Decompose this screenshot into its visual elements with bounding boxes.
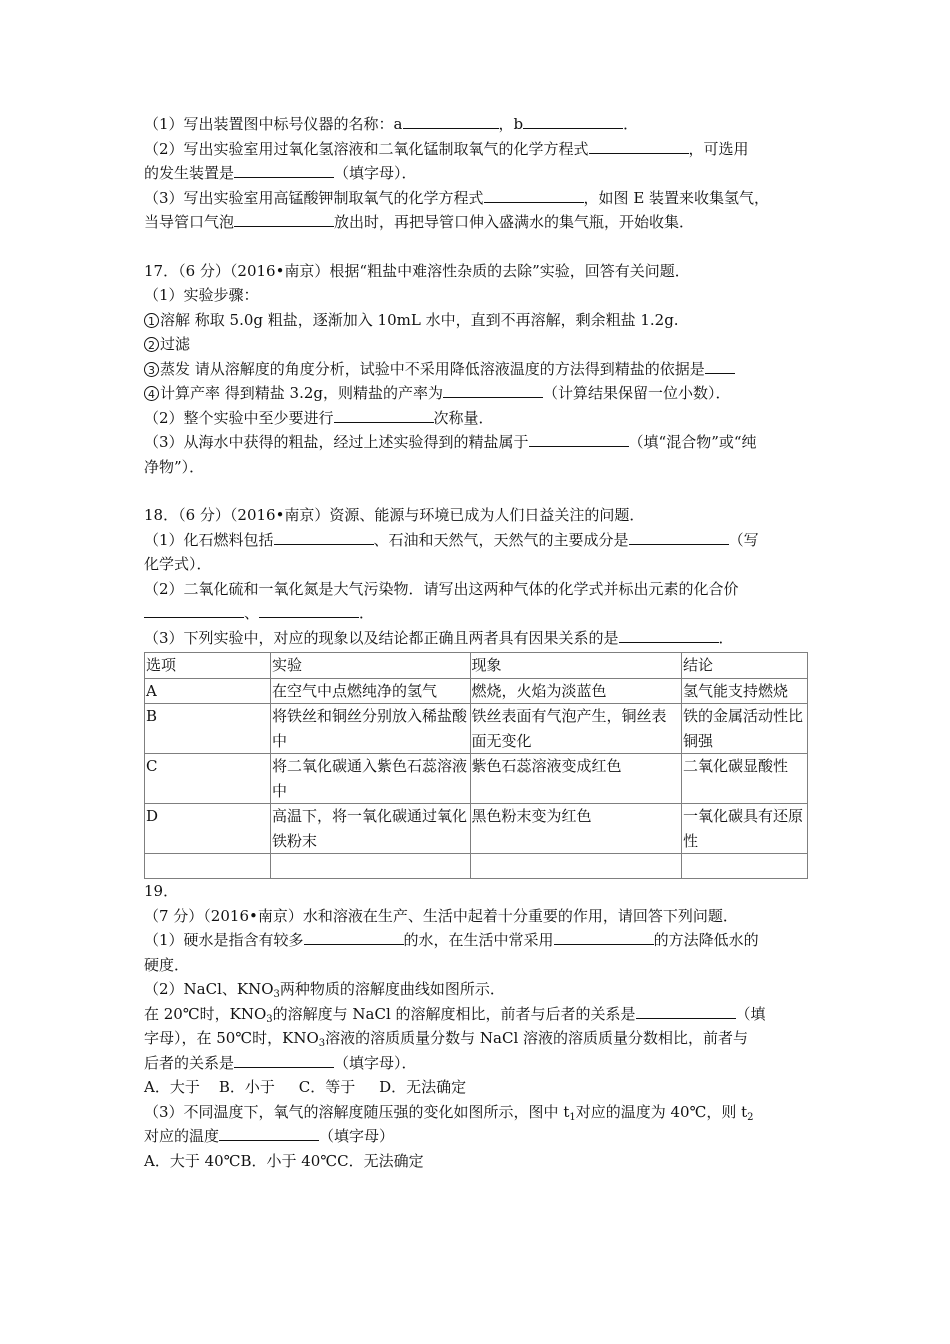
- answer-blank[interactable]: [523, 113, 623, 129]
- answer-blank[interactable]: [259, 602, 359, 618]
- text: 、: [244, 604, 260, 622]
- table-cell: [470, 854, 681, 879]
- q18-title: 18．（6 分）（2016•南京）资源、能源与环境已成为人们日益关注的问题．: [144, 506, 645, 524]
- text: 过滤: [160, 335, 191, 353]
- text: （3）从海水中获得的粗盐，经过上述实验得到的精盐属于: [144, 433, 529, 451]
- q17-title: 17．（6 分）（2016•南京）根据“粗盐中难溶性杂质的去除”实验，回答有关问题．: [144, 261, 690, 280]
- answer-blank[interactable]: [443, 382, 543, 398]
- text: ．: [623, 115, 639, 133]
- spacer: [144, 235, 808, 259]
- text: （填: [735, 1004, 766, 1023]
- text: 字母），在 50℃时，KNO: [144, 1029, 319, 1047]
- text: 计算产率 得到精盐 3.2g，则精盐的产率为: [160, 384, 443, 402]
- table-header-cell: 选项: [145, 653, 271, 679]
- q19-number: 19．: [144, 882, 179, 900]
- q18-part1-line2: 化学式）．: [144, 555, 212, 573]
- circled-number-icon: 4: [144, 386, 159, 401]
- text: （1）硬水是指含有较多: [144, 931, 304, 949]
- circled-number-icon: 3: [144, 362, 159, 377]
- table-row: [145, 704, 808, 754]
- table-header-row: [145, 653, 808, 679]
- q19-part1-line1: [144, 928, 808, 953]
- answer-blank[interactable]: [304, 929, 404, 945]
- subscript: 3: [273, 989, 280, 1000]
- q17-part1: （1）实验步骤：: [144, 286, 259, 304]
- q19-part2-line2: [144, 1002, 808, 1027]
- exam-page: [144, 112, 808, 1173]
- circled-number-icon: 2: [144, 337, 159, 352]
- q16-part2-line1: [144, 137, 808, 162]
- answer-blank[interactable]: [144, 602, 244, 618]
- q18-part3: [144, 626, 808, 651]
- q19-part1-line2: 硬度．: [144, 955, 190, 974]
- answer-blank[interactable]: [234, 1052, 334, 1068]
- text: （计算结果保留一位小数）．: [543, 384, 731, 402]
- text: （3）不同温度下，氧气的溶解度随压强的变化如图所示，图中 t: [144, 1102, 570, 1121]
- text: ，b: [498, 115, 524, 133]
- table-cell: 高温下，将一氧化碳通过氧化铁粉末: [271, 804, 471, 854]
- q17-step-2: [144, 332, 808, 357]
- table-row: [145, 754, 808, 804]
- q17-part3-line2: 净物”）．: [144, 457, 205, 476]
- subscript: 3: [318, 1038, 326, 1049]
- text: 次称量．: [433, 408, 494, 427]
- answer-blank[interactable]: [619, 627, 719, 643]
- q18-part1-line1: [144, 528, 808, 553]
- answer-blank[interactable]: [274, 529, 374, 545]
- answer-blank[interactable]: [629, 529, 729, 545]
- table-cell: A: [145, 678, 271, 704]
- text: 溶液的溶质质量分数与 NaCl 溶液的溶质质量分数相比，前者与: [325, 1029, 749, 1047]
- q17-step-1: [144, 308, 808, 333]
- q19-part2-options: A．大于 B．小于 C．等于 D．无法确定: [144, 1078, 467, 1096]
- q16-part2-line2: [144, 161, 808, 186]
- q17-step-3: [144, 357, 808, 382]
- text: （1）写出装置图中标号仪器的名称：a: [144, 115, 403, 133]
- table-cell: D: [145, 804, 271, 854]
- answer-blank[interactable]: [219, 1125, 319, 1141]
- q16-part3-line2: [144, 210, 808, 235]
- subscript: 1: [569, 1111, 576, 1123]
- answer-blank[interactable]: [705, 358, 735, 374]
- text: ．: [718, 628, 734, 647]
- answer-blank[interactable]: [636, 1003, 736, 1019]
- table-cell: 一氧化碳具有还原性: [681, 804, 807, 854]
- table-cell: 将铁丝和铜丝分别放入稀盐酸中: [271, 704, 471, 754]
- text: （3）下列实验中，对应的现象以及结论都正确且两者具有因果关系的是: [144, 628, 619, 647]
- text: （3）写出实验室用高锰酸钾制取氧气的化学方程式: [144, 188, 484, 207]
- answer-blank[interactable]: [529, 431, 629, 447]
- answer-blank[interactable]: [334, 407, 434, 423]
- table-cell: 在空气中点燃纯净的氢气: [271, 678, 471, 704]
- table-cell: [271, 854, 471, 879]
- text: （写: [728, 530, 759, 549]
- table-cell: 将二氧化碳通入紫色石蕊溶液中: [271, 754, 471, 804]
- q19-part2-line3: [144, 1026, 808, 1051]
- experiment-table: [144, 652, 808, 879]
- q19-part3-line1: [144, 1100, 808, 1125]
- table-header-cell: 结论: [681, 653, 807, 679]
- spacer: [144, 479, 808, 503]
- answer-blank[interactable]: [234, 211, 334, 227]
- q17-part2: [144, 406, 808, 431]
- text: 的水，在生活中常采用: [403, 931, 554, 949]
- text: 后者的关系是: [144, 1053, 235, 1072]
- table-header-cell: 现象: [470, 653, 681, 679]
- table-header-cell: 实验: [271, 653, 471, 679]
- table-cell: 二氧化碳显酸性: [681, 754, 807, 804]
- text: 溶解 称取 5.0g 粗盐，逐渐加入 10mL 水中，直到不再溶解，剩余粗盐 1.2g.: [160, 310, 679, 329]
- text: 两种物质的溶解度曲线如图所示．: [279, 980, 505, 998]
- table-row-empty: [145, 854, 808, 879]
- text: （填字母）: [319, 1127, 395, 1145]
- q18-part2-line1: （2）二氧化硫和一氧化氮是大气污染物．请写出这两种气体的化学式并标出元素的化合价: [144, 579, 739, 598]
- table-cell: 铁的金属活动性比铜强: [681, 704, 807, 754]
- text: 在 20℃时，KNO: [144, 1004, 267, 1023]
- table-cell: [145, 854, 271, 879]
- answer-blank[interactable]: [234, 162, 334, 178]
- text: （2）整个实验中至少要进行: [144, 408, 334, 427]
- table-row: [145, 678, 808, 704]
- text: 蒸发 请从溶解度的角度分析，试验中不采用降低溶液温度的方法得到精盐的依据是: [160, 359, 705, 378]
- table-cell: 铁丝表面有气泡产生，铜丝表面无变化: [470, 704, 681, 754]
- q17-part3-line1: [144, 430, 808, 455]
- table-cell: [681, 854, 807, 879]
- text: （填“混合物”或“纯: [628, 433, 757, 451]
- circled-number-icon: 1: [144, 313, 159, 328]
- q19-part2-line4: [144, 1051, 808, 1076]
- text: ，可选用: [688, 139, 749, 158]
- subscript: 3: [266, 1013, 273, 1025]
- text: 放出时，再把导管口伸入盛满水的集气瓶，开始收集．: [334, 213, 695, 231]
- text: （2）写出实验室用过氧化氢溶液和二氧化锰制取氧气的化学方程式: [144, 139, 589, 158]
- q16-part3-line1: [144, 186, 808, 211]
- text: ，如图 E 装置来收集氢气，: [583, 188, 770, 207]
- text: （填字母）．: [334, 164, 417, 182]
- q19-part3-options: A．大于 40℃B．小于 40℃C．无法确定: [144, 1151, 424, 1170]
- q16-part1: [144, 112, 808, 137]
- answer-blank[interactable]: [484, 187, 584, 203]
- q19-title: （7 分）（2016•南京）水和溶液在生产、生活中起着十分重要的作用，请回答下列问题．: [144, 906, 738, 925]
- table-row: [145, 804, 808, 854]
- text: 的方法降低水的: [653, 931, 759, 949]
- text: （填字母）．: [334, 1053, 417, 1072]
- table-cell: 氢气能支持燃烧: [681, 678, 807, 704]
- text: ．: [359, 604, 375, 622]
- q18-part2-line2: [144, 601, 808, 626]
- q19-part2-line1: [144, 977, 808, 1002]
- table-cell: 紫色石蕊溶液变成红色: [470, 754, 681, 804]
- text: 的发生装置是: [144, 164, 235, 182]
- subscript: 2: [747, 1111, 754, 1123]
- text: 对应的温度: [144, 1127, 220, 1145]
- text: 的溶解度与 NaCl 的溶解度相比，前者与后者的关系是: [272, 1004, 636, 1023]
- table-cell: B: [145, 704, 271, 754]
- q17-step-4: [144, 381, 808, 406]
- answer-blank[interactable]: [554, 929, 654, 945]
- answer-blank[interactable]: [589, 138, 689, 154]
- table-cell: 燃烧，火焰为淡蓝色: [470, 678, 681, 704]
- q19-part3-line2: [144, 1124, 808, 1149]
- text: 、石油和天然气，天然气的主要成分是: [373, 530, 629, 549]
- text: （2）NaCl、KNO: [144, 980, 274, 998]
- answer-blank[interactable]: [403, 113, 499, 129]
- text: （1）化石燃料包括: [144, 530, 274, 549]
- text: 当导管口气泡: [144, 213, 235, 231]
- table-cell: C: [145, 754, 271, 804]
- text: 对应的温度为 40℃，则 t: [575, 1102, 748, 1121]
- table-cell: 黑色粉末变为红色: [470, 804, 681, 854]
